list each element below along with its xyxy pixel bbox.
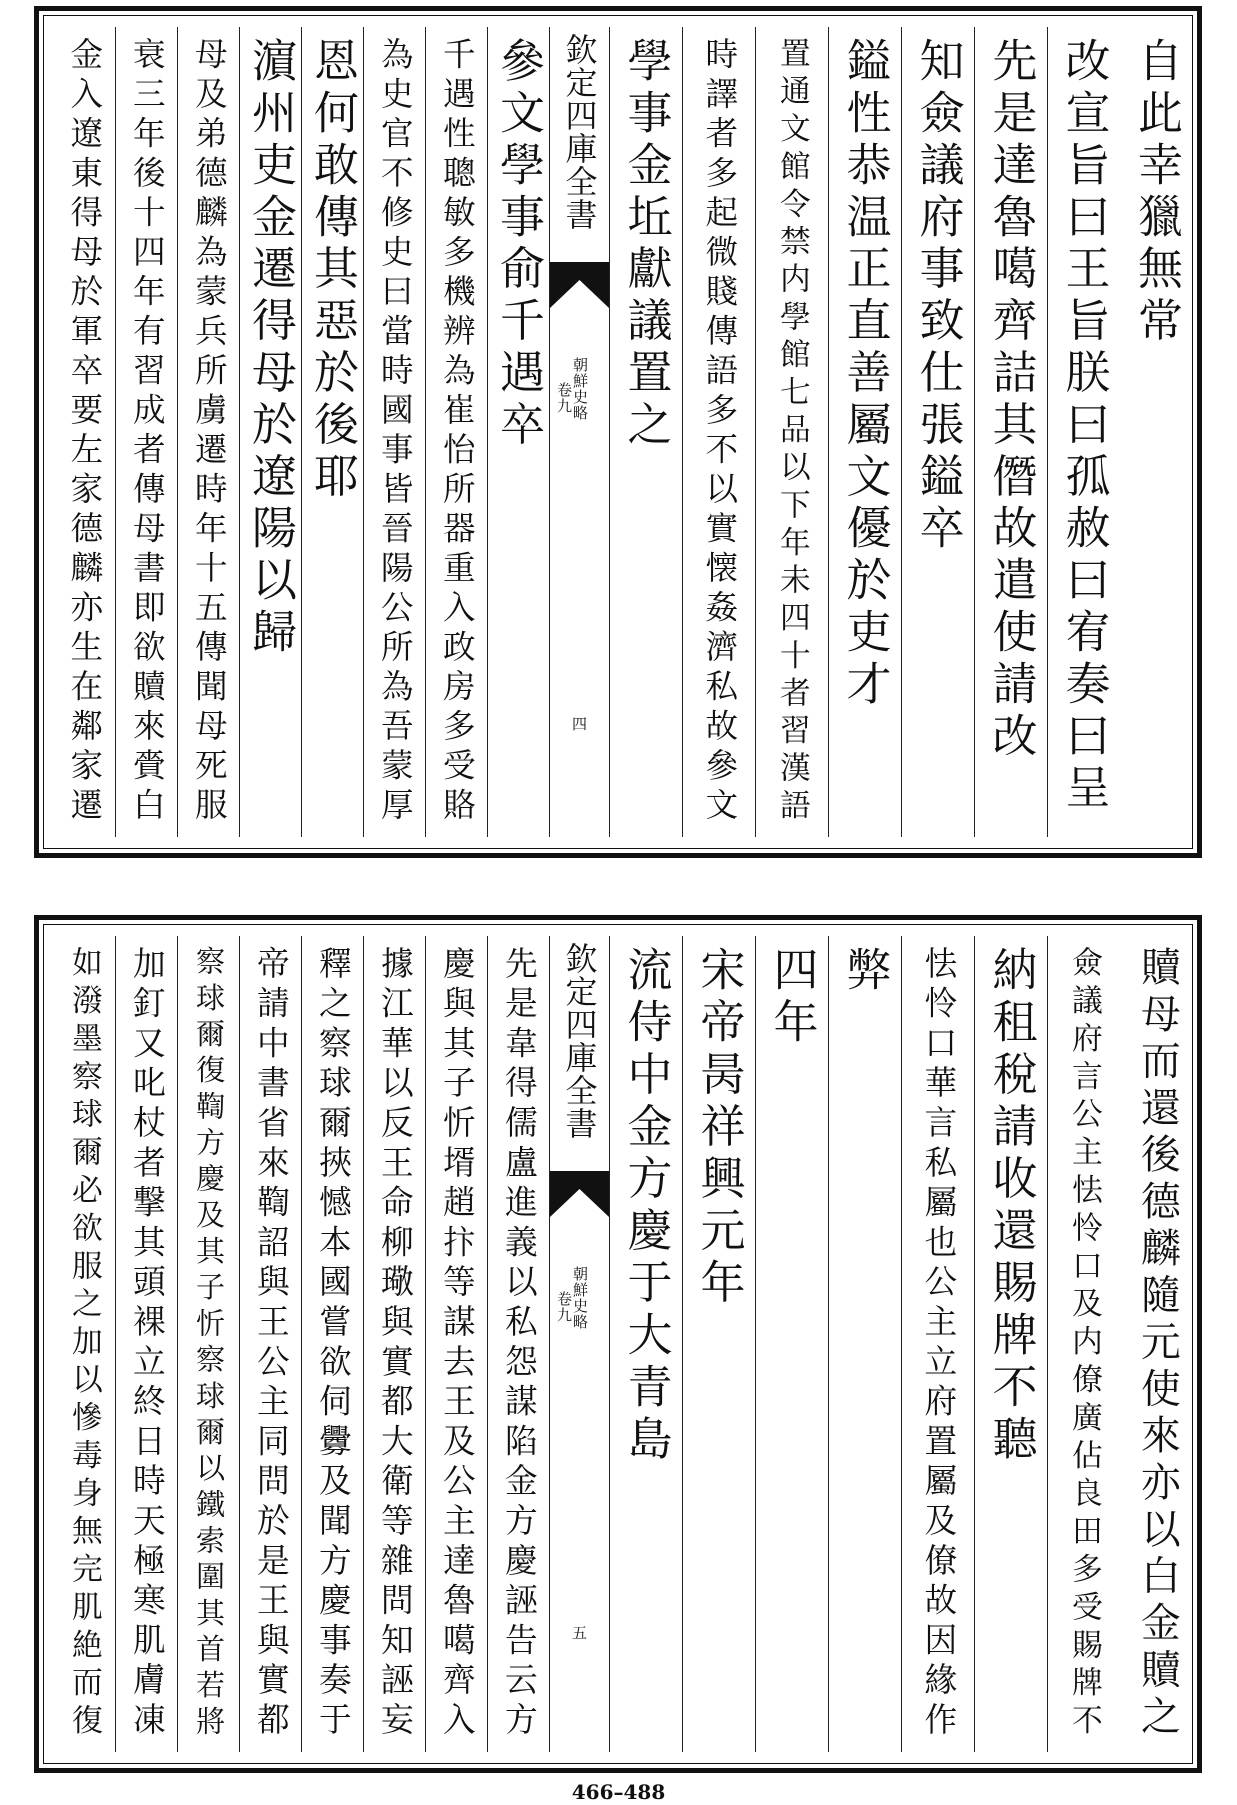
- column-text: 金入遼東得母於軍卒要左家德麟亦生在鄰家遷: [65, 37, 104, 827]
- text-column: [609, 936, 682, 1752]
- column-text: 改宣旨曰王旨朕曰孤赦曰宥奏曰呈: [1057, 37, 1111, 816]
- column-text: 鎰性恭温正直善屬文優於吏才: [838, 37, 892, 712]
- column-text: 置通文館令禁内學館七品以下年未四十者習漢語: [774, 37, 811, 827]
- text-column: [1120, 27, 1193, 837]
- column-text: 據江華以反王命柳璥與實都大衛等雜問知誣妄: [375, 946, 414, 1742]
- text-column: [53, 936, 115, 1752]
- text-column: [901, 936, 974, 1752]
- column-text: 帝請中書省來鞫詔與王公主同問於是王與實都: [251, 946, 290, 1742]
- volume-label: 卷九: [555, 382, 573, 414]
- text-column: [363, 27, 425, 837]
- column-text: 知僉議府事致仕張鎰卒: [911, 37, 965, 556]
- column-text: 納租稅請收還賜牌不聽: [984, 946, 1038, 1467]
- column-text: 為史官不修史曰當時國事皆晉陽公所為吾蒙厚: [375, 37, 414, 827]
- text-column: [755, 27, 828, 837]
- text-column: [177, 27, 239, 837]
- column-text: 母及弟德麟為蒙兵所虜遷時年十五傳聞母死服: [189, 37, 228, 827]
- column-text: 千遇性聰敏多機辨為崔怡所器重入政房多受賂: [437, 37, 476, 827]
- column-text: 慶與其子忻壻趙抃等謀去王及公主達魯噶齊入: [437, 946, 476, 1742]
- series-title: 欽定四庫全書: [560, 33, 599, 231]
- page-panel-bottom: [34, 915, 1202, 1773]
- text-column: [425, 27, 487, 837]
- column-text: 贖母而還後德麟隨元使來亦以白金贖之: [1134, 946, 1181, 1742]
- column-text: 參文學事俞千遇卒: [492, 37, 545, 453]
- column-text: 僉議府言公主怯怜口及内僚廣佔良田多受賜牌不: [1066, 946, 1103, 1742]
- text-column: [239, 936, 301, 1752]
- fold-center-column: [549, 27, 609, 837]
- column-text: 弊: [838, 946, 892, 999]
- text-column: [974, 936, 1047, 1752]
- text-column: [609, 27, 682, 837]
- text-column: [828, 936, 901, 1752]
- column-text: 察球爾復鞫方慶及其子忻察球爾以鐵索圍其首若將: [192, 946, 227, 1742]
- text-column: [901, 27, 974, 837]
- column-text: 學事金坵獻議置之: [619, 37, 673, 453]
- text-column: [301, 27, 363, 837]
- fishtail-mark: [550, 1171, 609, 1217]
- page-panel-top: [34, 6, 1202, 858]
- text-column: [1047, 936, 1120, 1752]
- column-text: 先是達魯噶齊詰其僭故遣使請改: [984, 37, 1038, 764]
- text-column: [53, 27, 115, 837]
- column-text: 濵州吏金遷得母於遼陽以歸: [244, 37, 297, 660]
- text-column: [115, 936, 177, 1752]
- text-column: [363, 936, 425, 1752]
- text-column: [974, 27, 1047, 837]
- text-column: [425, 936, 487, 1752]
- column-text: 釋之察球爾挾憾本國嘗欲伺釁及聞方慶事奏于: [313, 946, 352, 1742]
- page-reference-number: 466–488: [571, 1780, 666, 1804]
- column-text: 四年: [765, 946, 819, 1051]
- series-title: 欽定四庫全書: [560, 942, 599, 1140]
- column-text: 宋帝昺祥興元年: [692, 946, 746, 1311]
- column-text: 流侍中金方慶于大青島: [619, 946, 673, 1467]
- text-column: [239, 27, 301, 837]
- fold-center-column: [549, 936, 609, 1752]
- column-text: 如潑墨察球爾必欲服之加以慘毒身無完肌絶而復: [66, 946, 103, 1742]
- column-text: 恩何敢傳其惡於後耶: [306, 37, 359, 505]
- text-column: [177, 936, 239, 1752]
- text-column: [682, 27, 755, 837]
- column-text: 時譯者多起微賤傳語多不以實懐姦濟私故參文: [700, 37, 739, 827]
- text-column: [487, 936, 549, 1752]
- text-column: [682, 936, 755, 1752]
- fishtail-mark: [550, 262, 609, 308]
- text-column: [301, 936, 363, 1752]
- column-text: 先是韋得儒盧進義以私怨謀陷金方慶誣告云方: [499, 946, 538, 1742]
- page-number: 四: [571, 715, 588, 733]
- text-column: [755, 936, 828, 1752]
- text-column: [1047, 27, 1120, 837]
- volume-label: 卷九: [555, 1291, 573, 1323]
- text-column: [828, 27, 901, 837]
- text-column: [115, 27, 177, 837]
- text-column: [487, 27, 549, 837]
- book-title: 朝鮮史略: [571, 1266, 589, 1330]
- column-text: 衰三年後十四年有習成者傳母書即欲贖來賫白: [127, 37, 166, 827]
- column-text: 自此幸獵無常: [1130, 37, 1183, 349]
- column-text: 怯怜口華言私屬也公主立府置屬及僚故因緣作: [919, 946, 958, 1742]
- column-text: 加釘又叱杖者撃其頭裸立終日時天極寒肌膚凍: [127, 946, 166, 1742]
- book-title: 朝鮮史略: [571, 357, 589, 421]
- text-column: [1120, 936, 1193, 1752]
- page-number: 五: [571, 1624, 588, 1642]
